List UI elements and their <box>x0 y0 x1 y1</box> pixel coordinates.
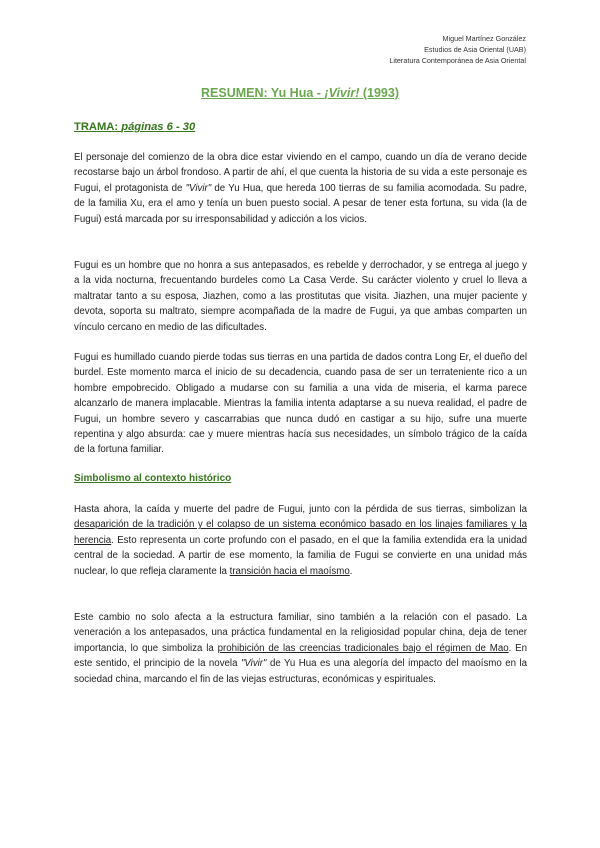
title-year: (1993) <box>359 86 399 100</box>
p5-text-b: . En este sentido, el principio de la novela <box>74 642 528 670</box>
p5-book-title: "Vivir" <box>240 658 267 670</box>
trama-label: TRAMA <box>74 121 115 133</box>
p5-text-a: Este cambio no solo afecta a la estructura familiar, sino también a la relación con el pasado. La veneración a los antepasados, una práctica fundamental en la religiosidad popular china, deja de tener importancia, lo que simboliza la <box>74 612 527 654</box>
paragraph-5 <box>74 610 527 687</box>
p5-text-c: de Yu Hua es una alegoría del impacto del maoísmo en la sociedad china, marcando el fin de las viejas estructuras, económicas y espirituales. <box>74 658 527 685</box>
p1-book-title: "Vivir" <box>185 182 212 194</box>
department-name: Estudios de Asia Oriental (UAB) <box>424 45 526 54</box>
paragraph-1 <box>74 150 527 227</box>
p1-text-b: de Yu Hua, que hereda 100 tierras de su familia acomodada. Su padre, de la familia Xu, era el amo y tenía un buen puesto social. A pesar de tener esta fortuna, su vida (la de Fugui) está marcada por su irresponsabilidad y adicción a los vicios. <box>74 182 527 225</box>
course-name: Literatura Contemporánea de Asia Oriental <box>389 56 526 65</box>
author-name: Miguel Martínez González <box>442 34 526 43</box>
trama-pages: páginas 6 - 30 <box>121 121 196 133</box>
p4-text-c: . <box>349 565 353 577</box>
p5-underlined-1: prohibición de las creencias tradicionales bajo el régimen de Mao <box>217 642 509 654</box>
title-book: ¡Vivir! <box>324 86 360 100</box>
simbolismo-heading: Simbolismo al contexto histórico <box>74 473 232 484</box>
p4-text-a: Hasta ahora, la caída y muerte del padre de Fugui, junto con la pérdida de sus tierras, simbolizan la <box>74 504 527 515</box>
p4-text-b: . Esto representa un corte profundo con el pasado, en el que la familia extendida era la unidad central de la sociedad. A partir de ese momento, la familia de Fugui se convierte en una unidad más nuclear, lo que refleja claramente la <box>74 534 527 577</box>
p4-underlined-2: transición hacia el maoísmo <box>229 565 350 577</box>
p4-underlined-1: desaparición de la tradición y el colapso de un sistema económico basado en los linajes familiares y la herencia <box>74 519 527 546</box>
p1-text-a: El personaje del comienzo de la obra dice estar viviendo en el campo, cuando un día de verano decide recostarse bajo un árbol frondoso. A partir de ahí, el que cuenta la historia de su vida a este personaje es Fugui, el protagonista de <box>74 152 527 194</box>
paragraph-3: Fugui es humillado cuando pierde todas sus tierras en una partida de dados contra Long Er, el dueño del burdel. Este momento marca el inicio de su decadencia, cuando pasa de ser un terrateniente rico a un hombre empobrecido. Obligado a mudarse con su familia a una vida de miseria, el karma parece alcanzarlo de manera implacable. Mientras la familia intenta adaptarse a su nueva realidad, el padre de Fugui, un hombre severo y cascarrabias que nunca dudó en castigar a su hijo, sufre una muerte repentina y algo absurda: cae y muere mientras hacía sus necesidades, un símbolo trágico de la caída de la fortuna familiar. <box>74 352 527 456</box>
title-prefix: RESUMEN: Yu Hua - <box>201 86 325 100</box>
document-header <box>389 33 526 66</box>
trama-heading: TRAMA: páginas 6 - 30 <box>74 121 196 133</box>
paragraph-2: Fugui es un hombre que no honra a sus antepasados, es rebelde y derrochador, y se entrega al juego y a la vida nocturna, frecuentando burdeles como La Casa Verde. Su carácter violento y cruel lo lleva a maltratar tanto a su esposa, Jiazhen, como a las prostitutas que visita. Jiazhen, una mujer paciente y devota, soporta su maltrato, siempre acompañada de la madre de Fugui, ya que ambas comparten un vínculo cercano en medio de las dificultades. <box>74 260 527 333</box>
document-title <box>0 86 600 100</box>
paragraph-4 <box>74 502 527 579</box>
